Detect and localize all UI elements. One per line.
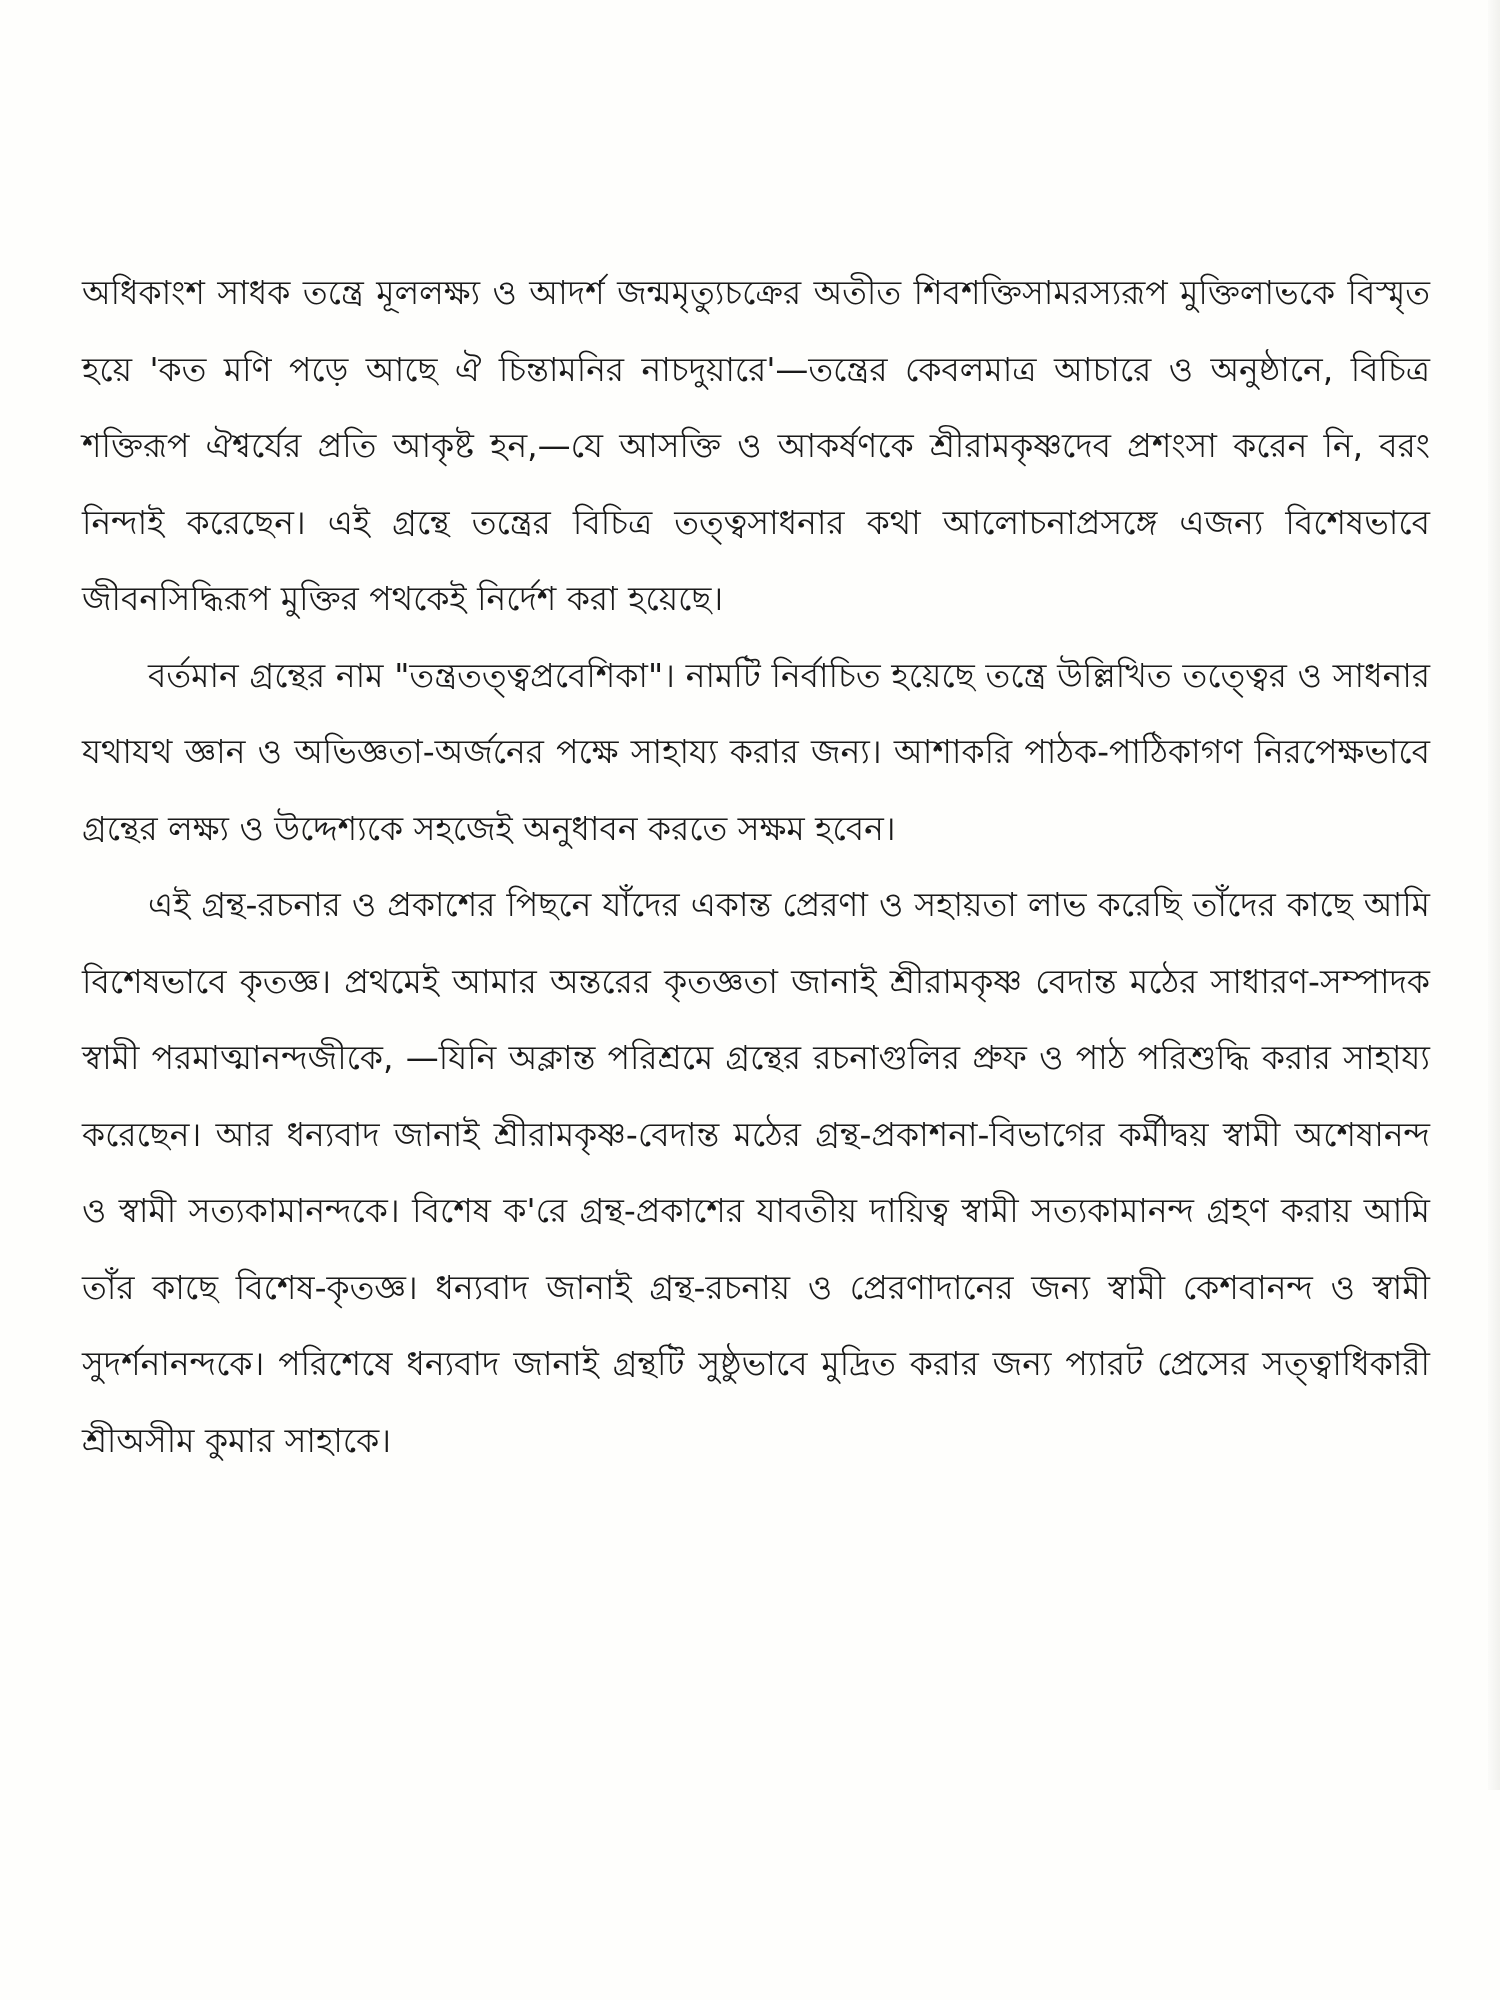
text-line: অধিকাংশ সাধক তন্ত্রে মূললক্ষ্য ও আদর্শ জন্মমৃত্যুচক্রের অতীত শিবশক্তিসামরস্যরূপ	[82, 273, 1181, 312]
text-line: মুক্তিলাভকে বিস্মৃত হয়ে 'কত মণি পড়ে আছে ঐ চিন্তামনির নাচদুয়ারে'—তন্ত্রের	[82, 273, 1430, 389]
page-edge-shadow	[1488, 0, 1500, 1790]
text-line: আসক্তি ও আকর্ষণকে শ্রীরামকৃষ্ণদেব প্রশংসা করেন নি, বরং নিন্দাই করেছেন।	[82, 426, 1430, 542]
text-line: করেছি তাঁদের কাছে আমি বিশেষভাবে কৃতজ্ঞ। প্রথমেই আমার অন্তরের	[82, 885, 1430, 1001]
text-line: জীবনসিদ্ধিরূপ মুক্তির পথকেই নির্দেশ করা হয়েছে।	[82, 579, 724, 618]
text-line: আশাকরি পাঠক-পাঠিকাগণ নিরপেক্ষভাবে গ্রন্থের লক্ষ্য ও উদ্দেশ্যকে সহজেই	[82, 732, 1431, 848]
page-text	[82, 255, 1430, 1479]
text-line: এই গ্রন্থ-রচনার ও প্রকাশের পিছনে যাঁদের একান্ত প্রেরণা ও সহায়তা লাভ	[148, 885, 1098, 924]
text-line: তত্ত্বের ও সাধনার যথাযথ জ্ঞান ও অভিজ্ঞতা-অর্জনের পক্ষে সাহায্য করার জন্য।	[82, 655, 1431, 771]
text-line: প্যারট প্রেসের সত্ত্বাধিকারী শ্রীঅসীম কুমার সাহাকে।	[82, 1344, 1430, 1460]
text-line: বর্তমান গ্রন্থের নাম "তন্ত্রতত্ত্বপ্রবেশিকা"। নামটি নির্বাচিত হয়েছে তন্ত্রে উল্লিখিত	[148, 655, 1183, 695]
text-line: যাবতীয় দায়িত্ব স্বামী সত্যকামানন্দ গ্রহণ করায় আমি তাঁর কাছে বিশেষ-কৃতজ্ঞ।	[82, 1191, 1430, 1307]
paragraph-3	[82, 867, 1430, 1479]
text-line: করেছেন। আর ধন্যবাদ জানাই শ্রীরামকৃষ্ণ-বেদান্ত মঠের গ্রন্থ-প্রকাশনা-বিভাগের	[82, 1114, 1119, 1154]
paragraph-1	[82, 255, 1430, 638]
text-line: কৃতজ্ঞতা জানাই শ্রীরামকৃষ্ণ বেদান্ত মঠের সাধারণ-সম্পাদক স্বামী পরমাত্মানন্দজীকে,	[82, 961, 1430, 1077]
text-line: ধন্যবাদ জানাই গ্রন্থ-রচনায় ও প্রেরণাদানের জন্য স্বামী কেশবানন্দ ও স্বামী	[435, 1267, 1430, 1307]
text-line: —যিনি অক্লান্ত পরিশ্রমে গ্রন্থের রচনাগুলির প্রুফ ও পাঠ পরিশুদ্ধি করার সাহায্য	[405, 1038, 1430, 1077]
text-line: কেবলমাত্র আচারে ও অনুষ্ঠানে, বিচিত্র শক্তিরূপ ঐশ্বর্যের প্রতি আকৃষ্ট হন,—যে	[82, 349, 1430, 465]
text-line: কর্মীদ্বয় স্বামী অশেষানন্দ ও স্বামী সত্যকামানন্দকে। বিশেষ ক'রে গ্রন্থ-প্রকাশের	[82, 1114, 1430, 1230]
text-line: অনুধাবন করতে সক্ষম হবেন।	[523, 808, 896, 848]
text-line: এই গ্রন্থে তন্ত্রের বিচিত্র তত্ত্বসাধনার কথা আলোচনাপ্রসঙ্গে এজন্য বিশেষভাবে	[327, 502, 1430, 542]
text-line: সুদর্শনানন্দকে। পরিশেষে ধন্যবাদ জানাই গ্রন্থটি সুষ্ঠুভাবে মুদ্রিত করার জন্য	[82, 1344, 1066, 1383]
paragraph-2	[82, 638, 1430, 868]
